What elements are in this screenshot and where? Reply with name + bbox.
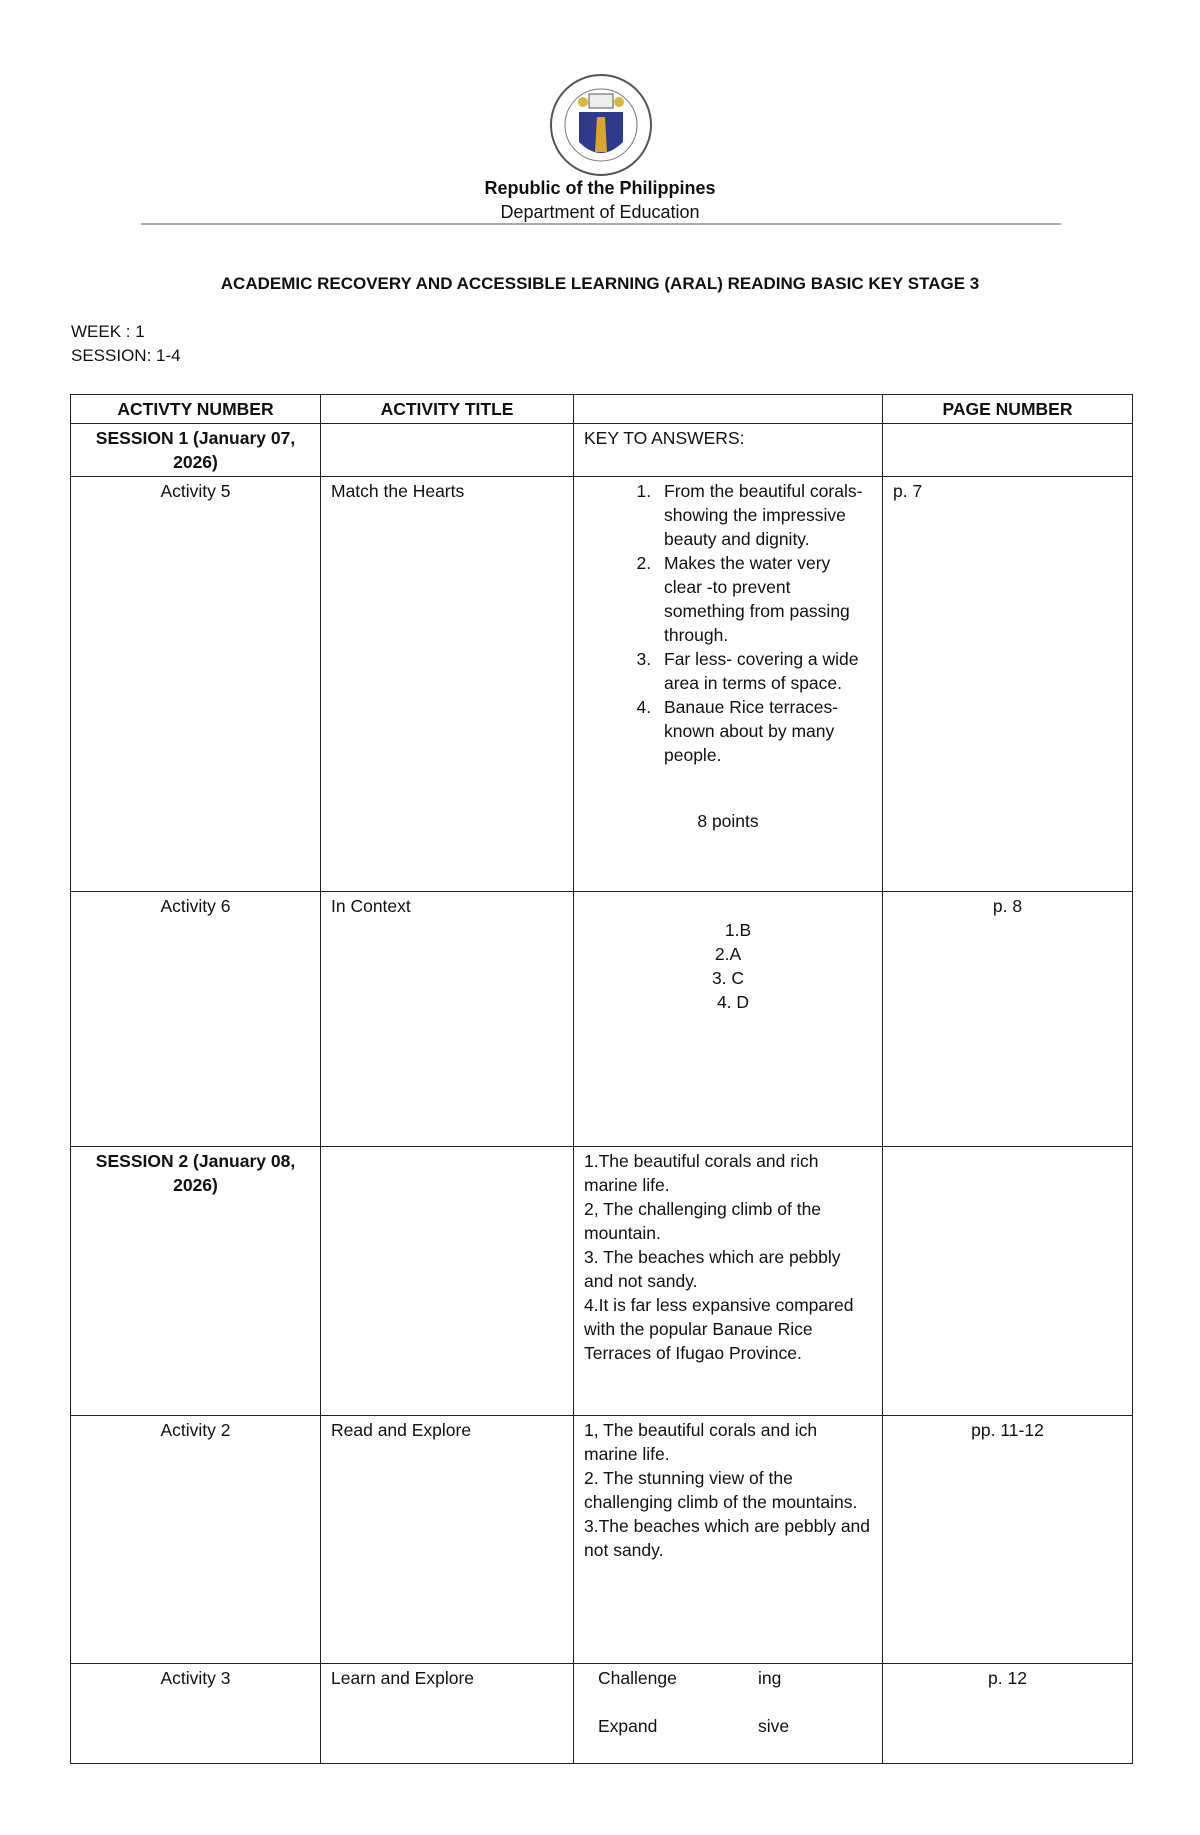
activity-title: Match the Hearts [321, 477, 574, 892]
session-label-cell: SESSION 1 (January 07, 2026) [71, 424, 321, 477]
answer-item: 4. Banaue Rice terraces- known about by many people. [656, 695, 872, 767]
session-label: SESSION: 1-4 [71, 346, 181, 365]
base-word: Expand [598, 1716, 658, 1736]
table-header-row [71, 395, 1133, 424]
points-label: 8 points [697, 811, 759, 831]
table-row [71, 477, 1133, 892]
document-title: ACADEMIC RECOVERY AND ACCESSIBLE LEARNING (ARAL) READING BASIC KEY STAGE 3 [220, 274, 980, 293]
answer-item: 3. The beaches which are pebbly and not sandy. [584, 1247, 841, 1291]
activity-title: Read and Explore [321, 1416, 574, 1664]
answer-item: 2. The stunning view of the challenging climb of the mountains. [584, 1468, 858, 1512]
table-row [71, 1664, 1133, 1764]
activity-title: In Context [321, 892, 574, 1147]
answer-item: 2, The challenging climb of the mountain. [584, 1199, 822, 1243]
answer-item: 1. From the beautiful corals- showing the impressive beauty and dignity. [656, 479, 872, 551]
page-number: p. 12 [883, 1664, 1133, 1764]
answer-key-table [70, 394, 1133, 1764]
key-to-answers-label: KEY TO ANSWERS: [574, 424, 883, 477]
activity-number: Activity 3 [71, 1664, 321, 1764]
word-pair [584, 1714, 872, 1738]
answer-item: 3. C [711, 968, 745, 988]
answers-cell [574, 1664, 883, 1764]
word-pair [584, 1666, 872, 1690]
answers-cell [574, 477, 883, 892]
answer-item: 4.It is far less expansive compared with the popular Banaue Rice Terraces of Ifugao Province. [584, 1295, 854, 1363]
empty-cell [321, 424, 574, 477]
page-number: pp. 11-12 [883, 1416, 1133, 1664]
answers-cell [574, 1147, 883, 1416]
table-row [71, 1416, 1133, 1664]
empty-cell [883, 424, 1133, 477]
answer-item: 2.A [714, 944, 742, 964]
answer-item: 2. Makes the water very clear -to prevent something from passing through. [656, 551, 872, 647]
answer-item: 1.The beautiful corals and rich marine life. [584, 1151, 819, 1195]
suffix: sive [758, 1716, 790, 1736]
activity-number: Activity 6 [71, 892, 321, 1147]
answers-cell [574, 1416, 883, 1664]
column-header [574, 395, 883, 424]
suffix: ing [758, 1668, 782, 1688]
column-header: ACTIVTY NUMBER [71, 395, 321, 424]
table-row [71, 424, 1133, 477]
session-label-cell: SESSION 2 (January 08, 2026) [71, 1147, 321, 1416]
answer-item: 3. Far less- covering a wide area in terms of space. [656, 647, 872, 695]
activity-title: Learn and Explore [321, 1664, 574, 1764]
header-divider [141, 223, 1061, 225]
deped-seal-logo [549, 72, 653, 178]
department-heading: Department of Education [500, 202, 700, 222]
empty-cell [321, 1147, 574, 1416]
empty-cell [883, 1147, 1133, 1416]
activity-number: Activity 2 [71, 1416, 321, 1664]
table-row [71, 892, 1133, 1147]
answer-item: 3.The beaches which are pebbly and not sandy. [584, 1516, 871, 1560]
page-number: p. 8 [883, 892, 1133, 1147]
column-header: PAGE NUMBER [883, 395, 1133, 424]
column-header: ACTIVITY TITLE [321, 395, 574, 424]
answers-cell [574, 892, 883, 1147]
base-word: Challenge [598, 1668, 677, 1688]
table-row [71, 1147, 1133, 1416]
week-label: WEEK : 1 [71, 322, 145, 341]
activity-number: Activity 5 [71, 477, 321, 892]
republic-heading: Republic of the Philippines [484, 178, 716, 198]
page-number: p. 7 [883, 477, 1133, 892]
answer-item: 1, The beautiful corals and ich marine life. [584, 1420, 818, 1464]
answer-item: 4. D [716, 992, 750, 1012]
answer-item: 1.B [724, 920, 752, 940]
